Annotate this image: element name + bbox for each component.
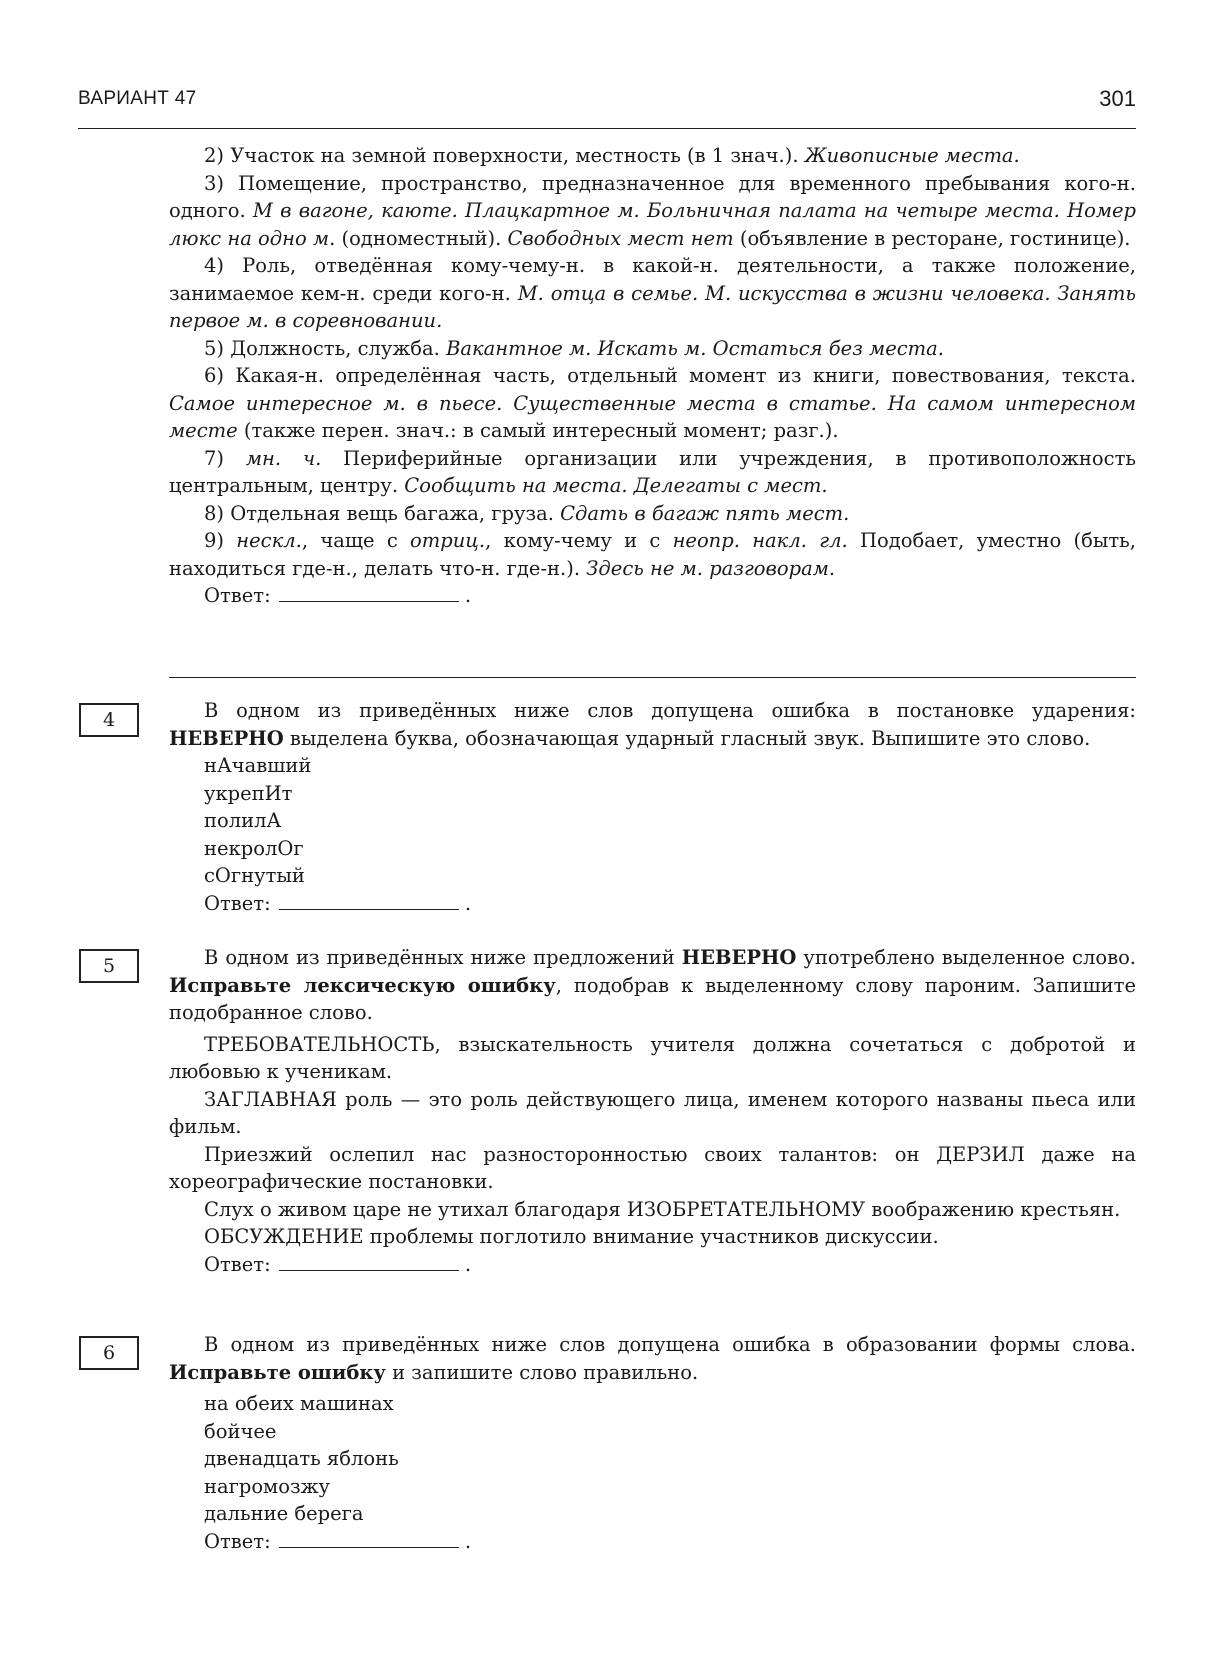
meaning-2: 2) Участок на земной поверхности, местность (в 1 знач.). Живописные места. xyxy=(204,144,1020,167)
task-4-word-list xyxy=(169,752,1136,890)
task-4-instruction: В одном из приведённых ниже слов допущена ошибка в постановке ударения: НЕВЕРНО выделена буква, обозначающая ударный гласный звук. Выпишите это слово. xyxy=(169,699,1136,750)
meaning-5: 5) Должность, служба. Вакантное м. Искать м. Остаться без места. xyxy=(204,336,944,360)
list-item: на обеих машинах xyxy=(204,1392,394,1415)
page-header xyxy=(78,88,1136,129)
task-5-instruction: В одном из приведённых ниже предложений НЕВЕРНО употреблено выделенное слово. Исправьте лексическую ошибку, подобрав к выделенному слову пароним. Запишите подобранное слово. xyxy=(169,946,1137,1024)
task-number-4: 4 xyxy=(79,703,139,737)
dictionary-entry xyxy=(169,142,1136,610)
task-6-word-list xyxy=(169,1390,1136,1528)
sentence-4: Слух о живом царе не утихал благодаря ИЗОБРЕТАТЕЛЬНОМУ воображению крестьян. xyxy=(204,1197,1121,1221)
task-number-6: 6 xyxy=(79,1336,139,1370)
answer-line: Ответ: . xyxy=(204,1529,472,1553)
sentence-2: ЗАГЛАВНАЯ роль — это роль действующего лица, именем которого названы пьеса или фильм. xyxy=(169,1087,1136,1138)
list-item: нагромозжу xyxy=(204,1474,331,1498)
task-6-instruction: В одном из приведённых ниже слов допущена ошибка в образовании формы слова. Исправьте ошибку и запишите слово правильно. xyxy=(169,1333,1136,1384)
list-item: укрепИт xyxy=(204,781,293,805)
meaning-9: 9) нескл., чаще с отриц., кому-чему и с неопр. накл. гл. Подобает, уместно (быть, находиться где-н., делать что-н. где-н.). Здесь не м. разговорам. xyxy=(169,529,1136,580)
list-item: некролОг xyxy=(204,836,304,860)
list-item: дальние берега xyxy=(204,1502,364,1525)
sentence-5: ОБСУЖДЕНИЕ проблемы поглотило внимание участников дискуссии. xyxy=(204,1225,939,1248)
sentence-3: Приезжий ослепил нас разносторонностью своих талантов: он ДЕРЗИЛ даже на хореографические постановки. xyxy=(169,1142,1136,1193)
list-item: нАчавший xyxy=(204,754,312,777)
meaning-4: 4) Роль, отведённая кому-чему-н. в какой-н. деятельности, а также положение, занимаемое кем-н. среди кого-н. М. отца в семье. М. искусства в жизни человека. Занять первое м. в соревновании. xyxy=(169,254,1137,332)
answer-blank[interactable] xyxy=(279,1529,459,1548)
answer-line: Ответ: . xyxy=(204,584,472,607)
list-item: бойчее xyxy=(204,1419,277,1443)
answer-blank[interactable] xyxy=(279,583,459,602)
answer-blank[interactable] xyxy=(279,891,459,910)
meaning-6: 6) Какая-н. определённая часть, отдельный момент из книги, повествования, текста. Самое интересное м. в пьесе. Существенные места в статье. На самом интересном месте (также перен. знач.: в самый интересный момент; разг.). xyxy=(169,364,1136,442)
answer-line: Ответ: . xyxy=(204,1252,472,1276)
sentence-1: ТРЕБОВАТЕЛЬНОСТЬ, взыскательность учителя должна сочетаться с добротой и любовью к ученикам. xyxy=(169,1032,1136,1083)
task-6 xyxy=(169,1331,1136,1555)
variant-title: ВАРИАНТ 47 xyxy=(78,88,197,109)
page-number: 301 xyxy=(1099,86,1136,111)
list-item: сОгнутый xyxy=(204,864,305,887)
list-item: полилА xyxy=(204,809,282,832)
task-5 xyxy=(169,944,1136,1278)
meaning-8: 8) Отдельная вещь багажа, груза. Сдать в багаж пять мест. xyxy=(204,501,850,525)
answer-line: Ответ: . xyxy=(204,891,472,915)
meaning-7: 7) мн. ч. Периферийные организации или учреждения, в противоположность центральным, центру. Сообщить на места. Делегаты с мест. xyxy=(169,446,1136,497)
answer-blank[interactable] xyxy=(279,1252,459,1271)
task-number-5: 5 xyxy=(79,949,139,983)
meaning-3: 3) Помещение, пространство, предназначенное для временного пребывания кого-н. одного. М в вагоне, каюте. Плацкартное м. Больничная палата на четыре места. Номер люкс на одно м. (одноместный). Свободных мест нет (объявление в ресторане, гостинице). xyxy=(169,171,1137,250)
task-4 xyxy=(169,697,1136,917)
section-divider xyxy=(169,677,1136,678)
list-item: двенадцать яблонь xyxy=(204,1447,399,1470)
